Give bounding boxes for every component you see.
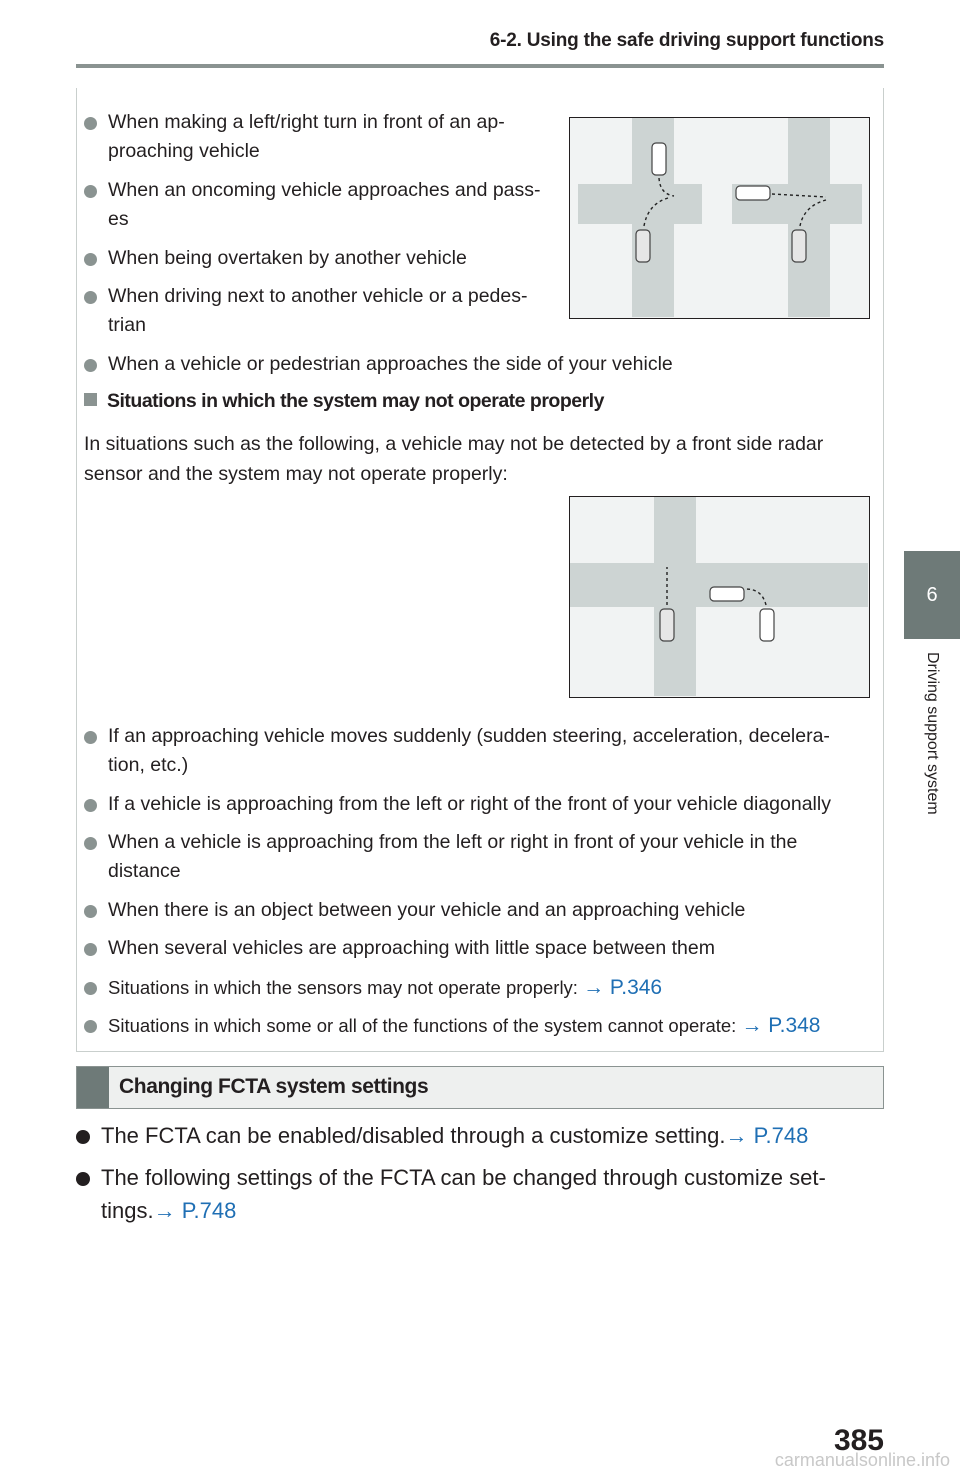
- list-item-line: Situations in which the sensors may not operate properly:: [108, 977, 584, 998]
- subheading-text: Situations in which the system may not operate properly: [107, 390, 604, 412]
- intersection-illustration: [570, 118, 868, 317]
- bullet-icon: [84, 799, 97, 812]
- list-item: [84, 282, 554, 340]
- list-item: [84, 934, 874, 963]
- bullet-icon: [84, 982, 97, 995]
- chapter-tab: [904, 551, 960, 639]
- paragraph-line: sensor and the system may not operate properly:: [84, 463, 508, 485]
- list-item: [84, 828, 874, 886]
- watermark: carmanualsonline.info: [774, 1450, 950, 1470]
- list-item: [76, 1161, 876, 1227]
- list-item-line: If an approaching vehicle moves suddenly (sudden steering, acceleration, decelera-: [108, 725, 830, 747]
- section-heading: [76, 1066, 884, 1109]
- section-title: Changing FCTA system settings: [119, 1075, 429, 1098]
- bullet-icon: [84, 905, 97, 918]
- list-item-line: proaching vehicle: [108, 140, 260, 162]
- page-number: 385: [833, 1424, 884, 1457]
- list-item-line: When being overtaken by another vehicle: [108, 247, 467, 269]
- list-item-line: When several vehicles are approaching with little space between them: [108, 937, 715, 959]
- list-item-line: es: [108, 208, 129, 230]
- bullet-icon: [76, 1172, 90, 1186]
- paragraph-line: In situations such as the following, a vehicle may not be detected by a front side radar: [84, 433, 824, 455]
- bullet-icon: [84, 117, 97, 130]
- bullet-icon: [84, 943, 97, 956]
- list-item-line: When there is an object between your vehicle and an approaching vehicle: [108, 899, 746, 921]
- list-item: [84, 244, 554, 273]
- list-item-line: When driving next to another vehicle or a pedes-: [108, 285, 528, 307]
- subheading: [84, 390, 604, 413]
- list-item: [76, 1119, 876, 1152]
- bullet-icon: [84, 291, 97, 304]
- bullet-icon: [84, 837, 97, 850]
- list-item: [84, 350, 874, 379]
- header-rule: [76, 64, 884, 68]
- list-item-line: tings.: [101, 1198, 154, 1223]
- page-link-748[interactable]: → P.748: [153, 1198, 237, 1223]
- list-item: [84, 176, 554, 234]
- list-item: [84, 1011, 879, 1040]
- list-item-line: When a vehicle is approaching from the left or right in front of your vehicle in the: [108, 831, 798, 853]
- list-item-line: Situations in which some or all of the functions of the system cannot operate:: [108, 1015, 742, 1036]
- list-item-line: When a vehicle or pedestrian approaches the side of your vehicle: [108, 353, 673, 375]
- list-item-line: When making a left/right turn in front of an ap-: [108, 111, 505, 133]
- bullet-icon: [84, 1020, 97, 1033]
- intro-paragraph: [84, 429, 864, 489]
- bullet-icon: [84, 359, 97, 372]
- page-link-348[interactable]: → P.348: [741, 1014, 821, 1037]
- list-item: [84, 108, 554, 166]
- list-item: [84, 896, 874, 925]
- bullet-icon: [84, 253, 97, 266]
- list-item-line: trian: [108, 314, 146, 336]
- list-item: [84, 722, 874, 780]
- list-item-line: tion, etc.): [108, 754, 189, 776]
- list-item-line: If a vehicle is approaching from the left or right of the front of your vehicle diagonally: [108, 793, 831, 815]
- intersection-figure-turning: [569, 117, 870, 319]
- list-item-line: distance: [108, 860, 181, 882]
- list-item-line: When an oncoming vehicle approaches and pass-: [108, 179, 541, 201]
- bullet-icon: [76, 1130, 90, 1144]
- list-item-line: The following settings of the FCTA can be changed through customize set-: [101, 1165, 826, 1190]
- chapter-label: Driving support system: [924, 652, 941, 815]
- bullet-icon: [84, 185, 97, 198]
- list-item: [84, 790, 874, 819]
- page-link-748[interactable]: → P.748: [725, 1123, 809, 1148]
- page-link-346[interactable]: → P.346: [583, 976, 663, 999]
- square-bullet-icon: [84, 393, 97, 406]
- running-header: 6-2. Using the safe driving support functions: [489, 30, 884, 51]
- section-accent: [77, 1067, 109, 1108]
- chapter-number: 6: [926, 583, 938, 606]
- list-item-line: The FCTA can be enabled/disabled through a customize setting.: [101, 1123, 726, 1148]
- intersection-illustration: [570, 497, 868, 696]
- list-item: [84, 973, 874, 1002]
- intersection-figure-approaching: [569, 496, 870, 698]
- bullet-icon: [84, 731, 97, 744]
